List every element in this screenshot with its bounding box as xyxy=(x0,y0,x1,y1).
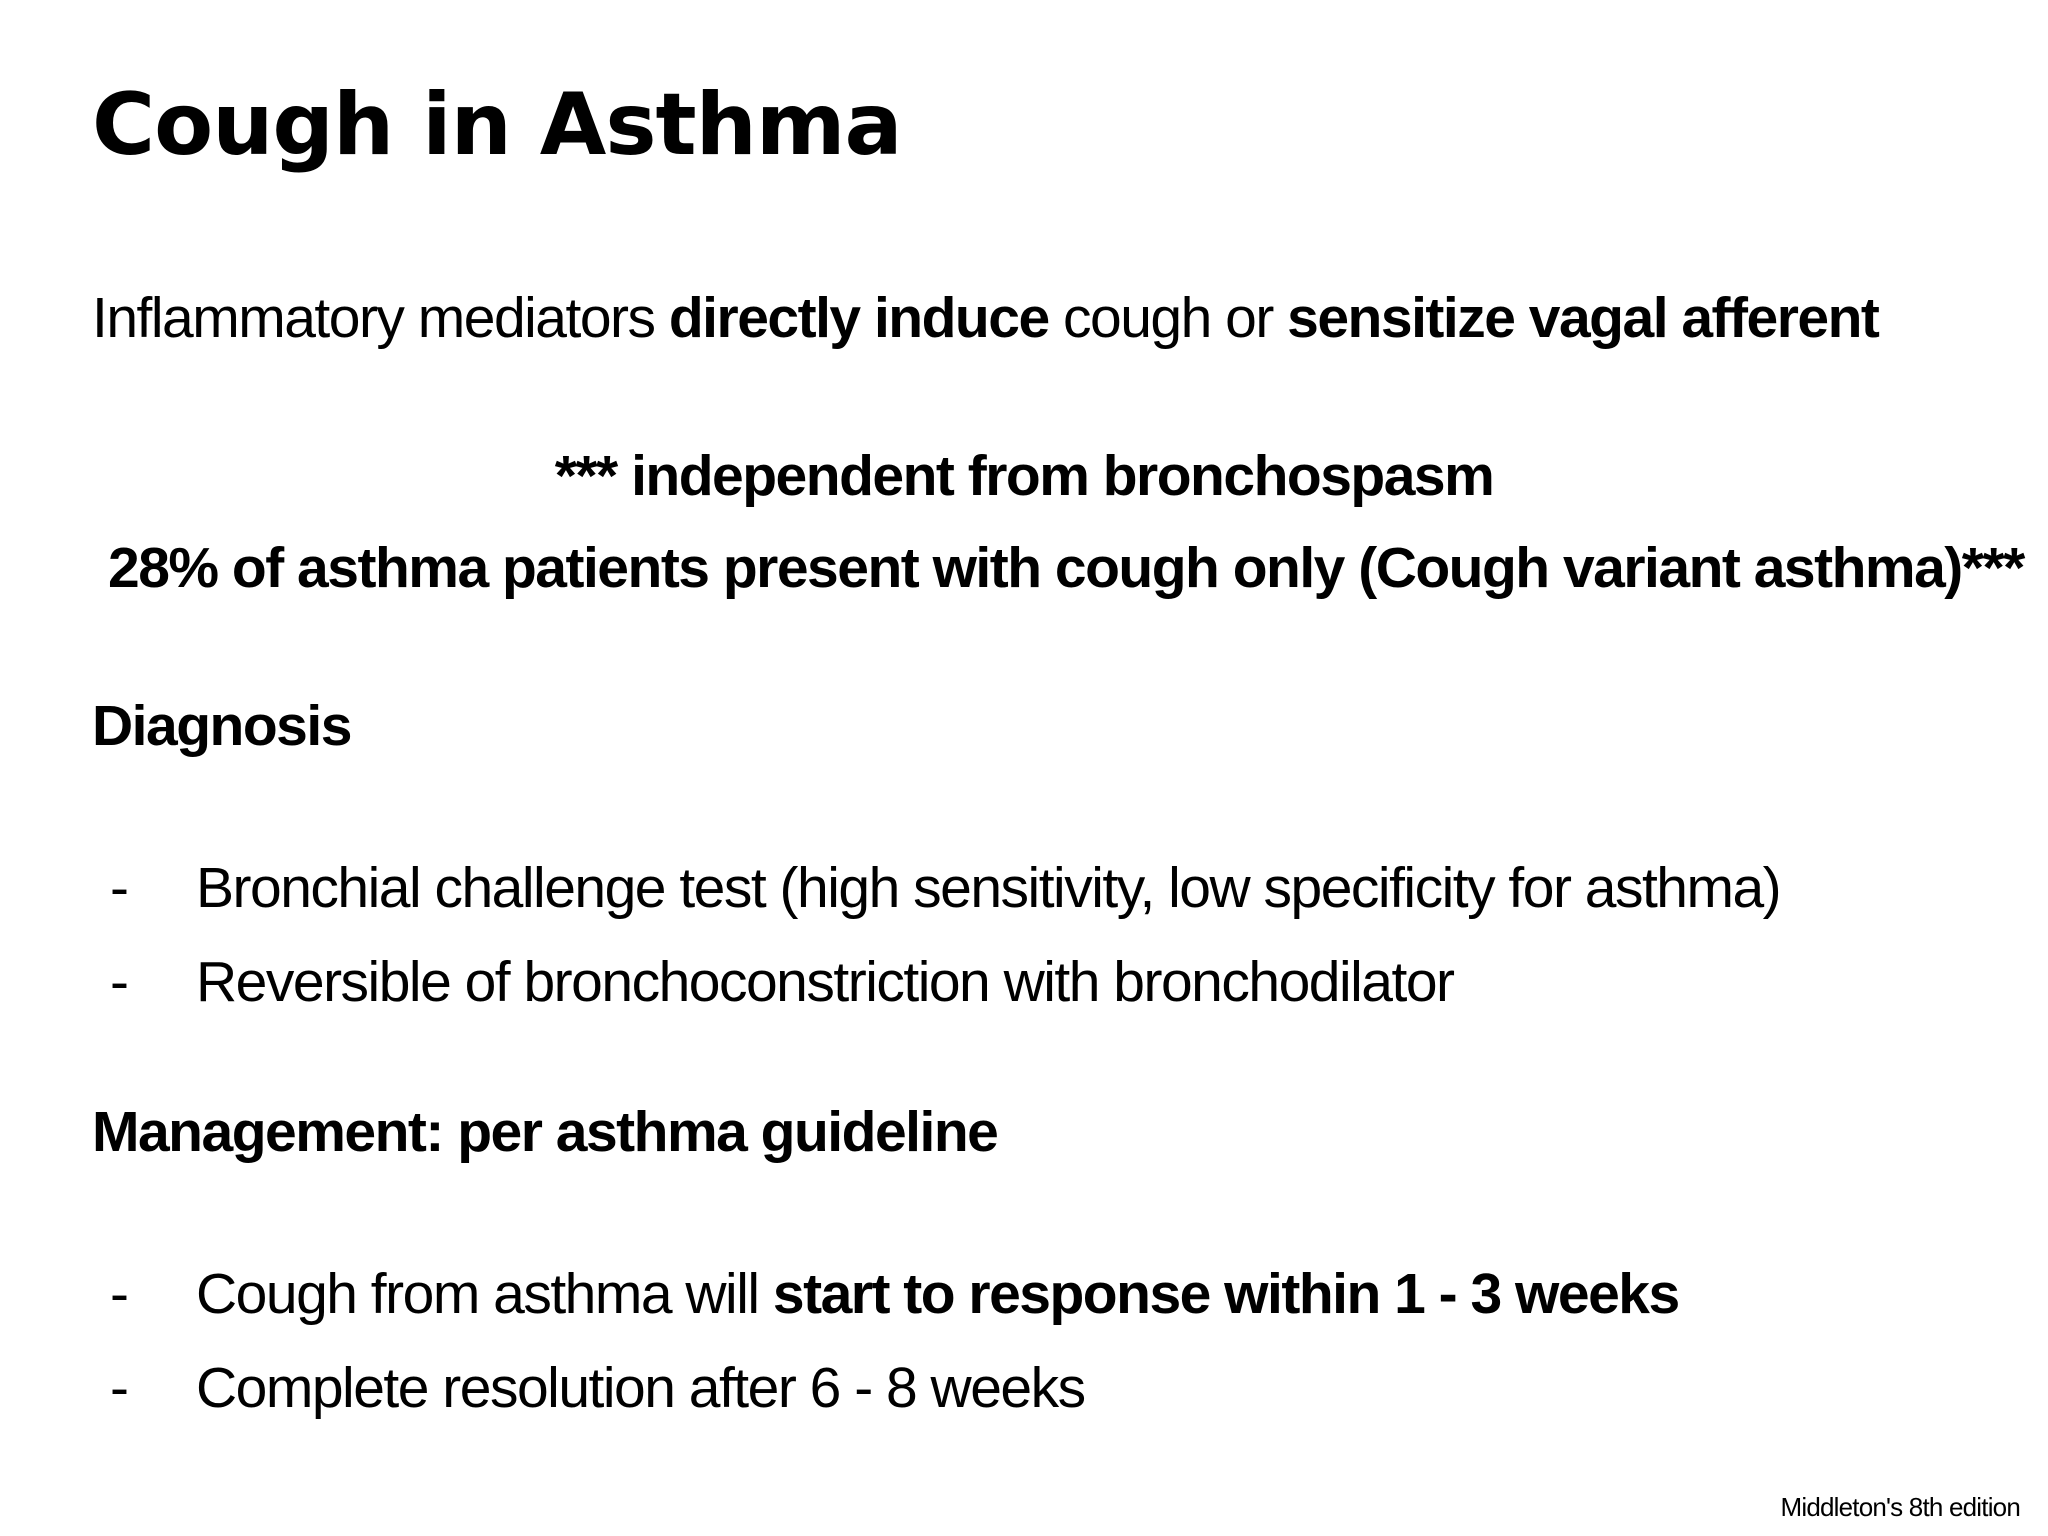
management-item xyxy=(110,1262,1679,1328)
diagnosis-item xyxy=(110,856,1780,922)
management-item-text: Complete resolution after 6 - 8 weeks xyxy=(196,1356,1085,1420)
bullet-dash: - xyxy=(110,1262,128,1326)
highlight-line-1: *** independent from bronchospasm xyxy=(554,444,1494,508)
source-citation: Middleton's 8th edition xyxy=(1780,1492,2020,1522)
bullet-dash: - xyxy=(110,1356,128,1420)
diagnosis-heading: Diagnosis xyxy=(92,694,351,758)
slide-title: Cough in Asthma xyxy=(92,75,902,175)
diagnosis-item-text: Reversible of bronchoconstriction with bronchodilator xyxy=(196,950,1454,1014)
bullet-dash: - xyxy=(110,856,128,920)
management-item-text: Cough from asthma will xyxy=(196,1262,773,1326)
bullet-dash: - xyxy=(110,950,128,1014)
management-heading: Management: per asthma guideline xyxy=(92,1100,998,1164)
intro-text-2: cough or xyxy=(1048,286,1288,350)
intro-line xyxy=(92,286,1878,352)
diagnosis-item-text: Bronchial challenge test (high sensitivity, low specificity for asthma) xyxy=(196,856,1781,920)
intro-bold-2: sensitize vagal afferent xyxy=(1287,286,1879,350)
management-item xyxy=(110,1356,1085,1422)
intro-bold-1: directly induce xyxy=(668,286,1049,350)
diagnosis-item xyxy=(110,950,1454,1016)
management-item-bold: start to response within 1 - 3 weeks xyxy=(772,1262,1679,1326)
highlight-line-2: 28% of asthma patients present with cough only (Cough variant asthma)*** xyxy=(108,536,2024,600)
intro-text-1: Inflammatory mediators xyxy=(92,286,669,350)
